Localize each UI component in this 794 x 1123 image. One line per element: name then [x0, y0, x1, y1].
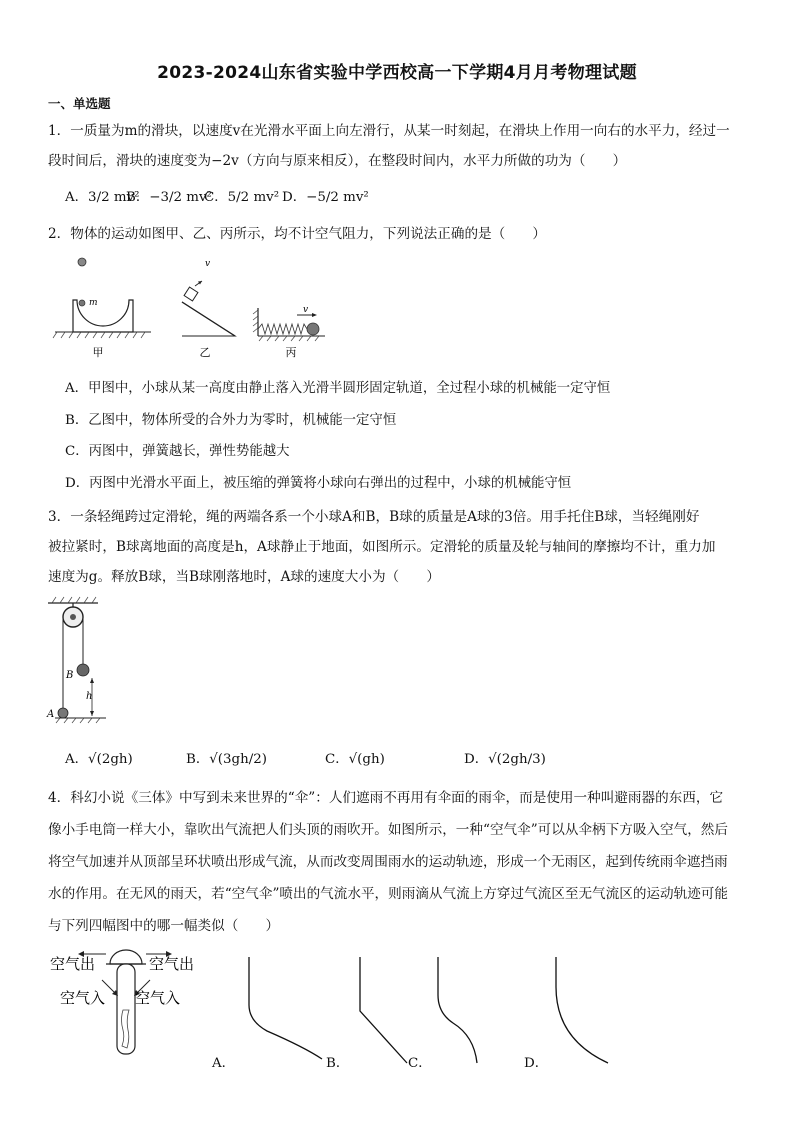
ground-hatch-q3 — [56, 718, 100, 723]
q2-option-c: C．丙图中，弹簧越长，弹性势能越大 — [65, 444, 290, 459]
label-air-in-right: 空气入 — [135, 989, 181, 1007]
page-title: 2023-2024山东省实验中学西校高一下学期4月月考物理试题 — [157, 63, 637, 83]
q3-option-c: C．√(gh) — [325, 752, 385, 767]
q3-stem-line3: 速度为g。释放B球，当B球刚落地时，A球的速度大小为（ ） — [48, 569, 440, 585]
label-h: h — [86, 691, 93, 702]
ground-hatch-jia — [53, 332, 145, 338]
q2-figure — [45, 252, 345, 364]
umbrella-head-icon — [110, 950, 142, 964]
umbrella-handle-icon — [117, 964, 135, 1054]
label-bing: 丙 — [285, 346, 297, 359]
ball-a-icon — [58, 708, 68, 718]
label-m: m — [89, 298, 98, 308]
label-v-yi: v — [205, 259, 211, 269]
q1-option-c: C．5/2 mv² — [204, 190, 280, 205]
trajectory-a — [249, 957, 322, 1059]
q3-option-d: D．√(2gh/3) — [464, 752, 546, 767]
q4-stem-line3: 将空气加速并从顶部呈环状喷出形成气流，从而改变周围雨水的运动轨迹，形成一个无雨区，起到传统雨伞遮挡雨 — [48, 854, 728, 870]
q3-pulley-figure — [40, 595, 120, 725]
label-air-out-right: 空气出 — [149, 955, 195, 973]
q2-stem: 2．物体的运动如图甲、乙、丙所示，均不计空气阻力，下列说法正确的是（ ） — [48, 226, 547, 242]
label-air-in-left: 空气入 — [60, 989, 106, 1007]
trajectory-b — [360, 957, 407, 1063]
trajectory-d — [556, 957, 608, 1063]
ground-hatch-bing — [259, 336, 319, 341]
q1-stem-line1: 1．一质量为m的滑块，以速度v在光滑水平面上向左滑行，从某一时刻起，在滑块上作用一向右的水平力，经过一 — [48, 123, 730, 139]
q4-option-b: B． — [326, 1056, 350, 1071]
label-air-out-left: 空气出 — [50, 955, 96, 973]
wall-hatch — [253, 310, 258, 332]
spring-icon — [258, 324, 307, 334]
label-yi: 乙 — [199, 346, 211, 359]
q3-stem-line1: 3．一条轻绳跨过定滑轮，绳的两端各系一个小球A和B，B球的质量是A球的3倍。用手托住B球，当轻绳刚好 — [48, 509, 700, 525]
section-heading: 一、单选题 — [48, 96, 111, 111]
q4-option-d: D． — [524, 1056, 549, 1071]
q4-stem-line1: 4．科幻小说《三体》中写到未来世界的“伞”：人们遮雨不再用有伞面的雨伞，而是使用一种叫避雨器的东西，它 — [48, 790, 724, 806]
q4-option-c: C． — [408, 1056, 432, 1071]
q4-stem-line5: 与下列四幅图中的哪一幅类似（ ） — [48, 918, 280, 934]
block-icon — [184, 287, 198, 301]
air-umbrella-figure — [40, 940, 210, 1070]
q4-stem-line2: 像小手电筒一样大小，靠吹出气流把人们头顶的雨吹开。如图所示，一种“空气伞”可以从伞柄下方吸入空气，然后 — [48, 822, 728, 838]
q2-option-a: A．甲图中，小球从某一高度由静止落入光滑半圆形固定轨道，全过程小球的机械能一定守恒 — [65, 381, 611, 396]
q2-option-d: D．丙图中光滑水平面上，被压缩的弹簧将小球向右弹出的过程中，小球的机械能守恒 — [65, 476, 572, 491]
falling-ball-icon — [78, 258, 86, 266]
q4-stem-line4: 水的作用。在无风的雨天，若“空气伞”喷出的气流水平，则雨滴从气流上方穿过气流区至无气流区的运动轨迹可能 — [48, 886, 728, 902]
q1-option-b: B．−3/2 mv² — [126, 190, 212, 205]
label-v-bing: v — [303, 305, 309, 315]
ball-m-icon — [79, 300, 85, 306]
trajectory-c — [438, 957, 477, 1063]
label-a: A — [47, 709, 55, 720]
q2-option-b: B．乙图中，物体所受的合外力为零时，机械能一定守恒 — [65, 413, 397, 428]
q1-stem-line2: 段时间后，滑块的速度变为−2v（方向与原来相反），在整段时间内，水平力所做的功为（ ） — [48, 153, 627, 169]
ball-bing-icon — [307, 323, 319, 335]
q3-option-b: B．√(3gh/2) — [186, 752, 267, 767]
label-jia: 甲 — [92, 346, 104, 359]
q3-option-a: A．√(2gh) — [65, 752, 133, 767]
ball-b-icon — [77, 664, 89, 676]
ceiling-hatch — [52, 597, 96, 603]
q4-option-a: A． — [212, 1056, 236, 1071]
q1-option-a: A．3/2 mv² — [65, 190, 140, 205]
q3-stem-line2: 被拉紧时，B球离地面的高度是h，A球静止于地面，如图所示。定滑轮的质量及轮与轴间的摩擦均不计，重力加 — [48, 539, 716, 555]
q1-option-d: D．−5/2 mv² — [282, 190, 369, 205]
label-b: B — [66, 670, 74, 681]
